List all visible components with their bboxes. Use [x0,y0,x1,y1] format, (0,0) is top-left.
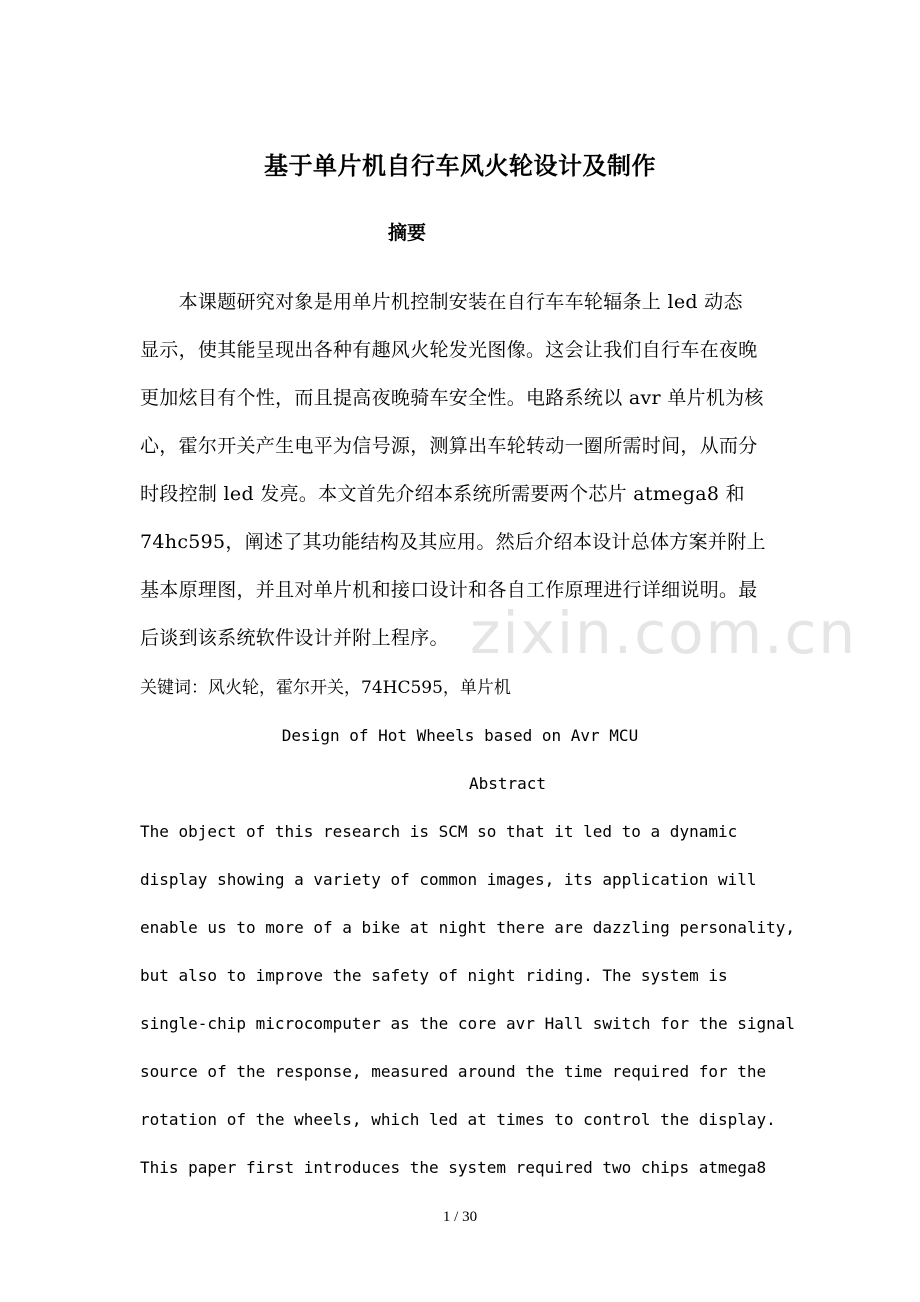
page-number: 1 / 30 [442,1209,478,1225]
zh-abstract-line: 74hc595，阐述了其功能结构及其应用。然后介绍本设计总体方案并附上 [140,531,766,553]
english-abstract-line: single-chip microcomputer as the core avr Hall switch for the signal [140,1014,796,1033]
english-abstract-line: enable us to more of a bike at night there are dazzling personality, [140,918,796,937]
zh-abstract-line: 后谈到该系统软件设计并附上程序。 [140,627,449,649]
english-abstract-line: display showing a variety of common images, its application will [140,870,757,889]
zh-abstract-heading: 摘要 [388,222,427,244]
english-abstract-heading: Abstract [469,774,547,793]
keywords-line: 关键词：风火轮，霍尔开关，74HC595，单片机 [140,678,511,698]
english-abstract-line: The object of this research is SCM so that it led to a dynamic [140,822,738,841]
english-title: Design of Hot Wheels based on Avr MCU [281,726,639,745]
zh-abstract-line: 更加炫目有个性，而且提高夜晚骑车安全性。电路系统以 avr 单片机为核 [140,387,764,409]
zh-abstract-line: 时段控制 led 发亮。本文首先介绍本系统所需要两个芯片 atmega8 和 [140,483,745,505]
zh-abstract-line: 心，霍尔开关产生电平为信号源，测算出车轮转动一圈所需时间，从而分 [140,435,758,457]
zh-abstract-line: 本课题研究对象是用单片机控制安装在自行车车轮辐条上 led 动态 [140,291,743,313]
zh-abstract-line: 显示，使其能呈现出各种有趣风火轮发光图像。这会让我们自行车在夜晚 [140,339,758,361]
document-title: 基于单片机自行车风火轮设计及制作 [264,152,656,180]
english-abstract-line: source of the response, measured around the time required for the [140,1062,767,1081]
watermark: zixin.com.cn [470,599,858,667]
zh-abstract-line: 基本原理图，并且对单片机和接口设计和各自工作原理进行详细说明。最 [140,579,758,601]
english-abstract-line: This paper first introduces the system required two chips atmega8 [140,1158,767,1177]
english-abstract-line: but also to improve the safety of night riding. The system is [140,966,728,985]
english-abstract-line: rotation of the wheels, which led at times to control the display. [140,1110,776,1129]
